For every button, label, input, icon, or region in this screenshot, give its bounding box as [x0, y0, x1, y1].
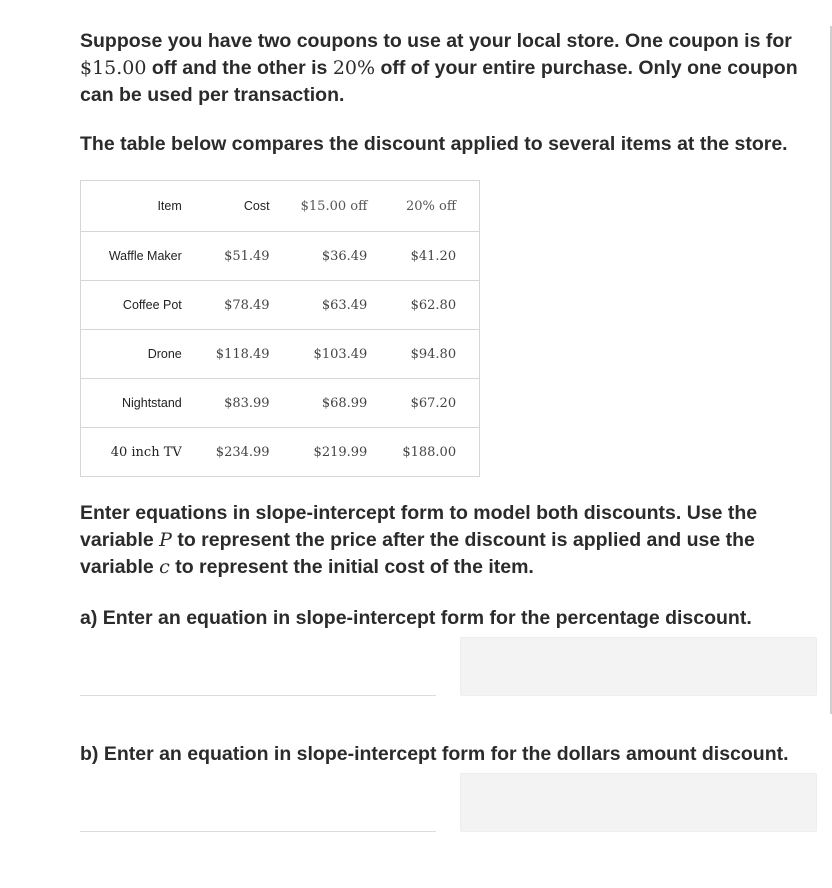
row-spacer — [456, 330, 479, 379]
item-percent-off: $94.80 — [367, 330, 456, 379]
question-a: a) Enter an equation in slope-intercept form for the percentage discount. — [80, 607, 752, 629]
table-row — [81, 428, 480, 477]
instructions-part1: Enter equations in slope-intercept form to model both discounts. Use the variable — [80, 502, 758, 551]
item-dollar-off: $63.49 — [270, 281, 368, 330]
instructions-part3: to represent the initial cost of the item. — [175, 556, 534, 578]
item-name: Waffle Maker — [81, 232, 182, 281]
row-spacer — [456, 428, 479, 477]
instructions-part2: to represent the price after the discount is applied and use the variable — [80, 529, 755, 578]
question-b: b) Enter an equation in slope-intercept form for the dollars amount discount. — [80, 743, 789, 765]
item-cost: $83.99 — [182, 379, 270, 428]
item-dollar-off: $103.49 — [270, 330, 368, 379]
header-item: Item — [81, 181, 182, 232]
variable-p: P — [159, 529, 172, 551]
item-cost: $78.49 — [182, 281, 270, 330]
item-dollar-off: $68.99 — [270, 379, 368, 428]
table-row — [81, 281, 480, 330]
answer-b-line — [80, 831, 436, 832]
item-name: Coffee Pot — [81, 281, 182, 330]
percent-amount: 20% — [332, 57, 376, 79]
item-dollar-off: $36.49 — [270, 232, 368, 281]
table-header-row — [81, 181, 480, 232]
header-cost: Cost — [182, 181, 270, 232]
instructions — [80, 500, 825, 581]
item-percent-off: $62.80 — [367, 281, 456, 330]
table-row — [81, 330, 480, 379]
row-spacer — [456, 379, 479, 428]
row-spacer — [456, 232, 479, 281]
header-spacer — [456, 181, 479, 232]
header-dollar-off: $15.00 off — [270, 181, 368, 232]
item-percent-off: $41.20 — [367, 232, 456, 281]
intro-line-b: off and the other is — [151, 57, 328, 79]
item-percent-off: $67.20 — [367, 379, 456, 428]
item-name: 40 inch TV — [81, 428, 182, 477]
dollar-amount: $15.00 — [80, 57, 147, 79]
table-row — [81, 232, 480, 281]
item-cost: $234.99 — [182, 428, 270, 477]
header-percent-off: 20% off — [367, 181, 456, 232]
intro-line-a: Suppose you have two coupons to use at your local store. One coupon is for — [80, 30, 792, 52]
item-dollar-off: $219.99 — [270, 428, 368, 477]
answer-a-input[interactable] — [460, 637, 817, 696]
answer-b-input[interactable] — [460, 773, 817, 832]
item-name: Drone — [81, 330, 182, 379]
intro-line-c: off of your entire purchase. Only one coupon can be used per transaction. — [80, 57, 798, 106]
discount-table — [80, 180, 480, 477]
variable-c: c — [159, 556, 170, 578]
coupon-intro — [80, 28, 825, 109]
item-cost: $118.49 — [182, 330, 270, 379]
row-spacer — [456, 281, 479, 330]
table-intro: The table below compares the discount applied to several items at the store. — [80, 133, 788, 155]
item-percent-off: $188.00 — [367, 428, 456, 477]
answer-a-line — [80, 695, 436, 696]
table-row — [81, 379, 480, 428]
item-name: Nightstand — [81, 379, 182, 428]
item-cost: $51.49 — [182, 232, 270, 281]
